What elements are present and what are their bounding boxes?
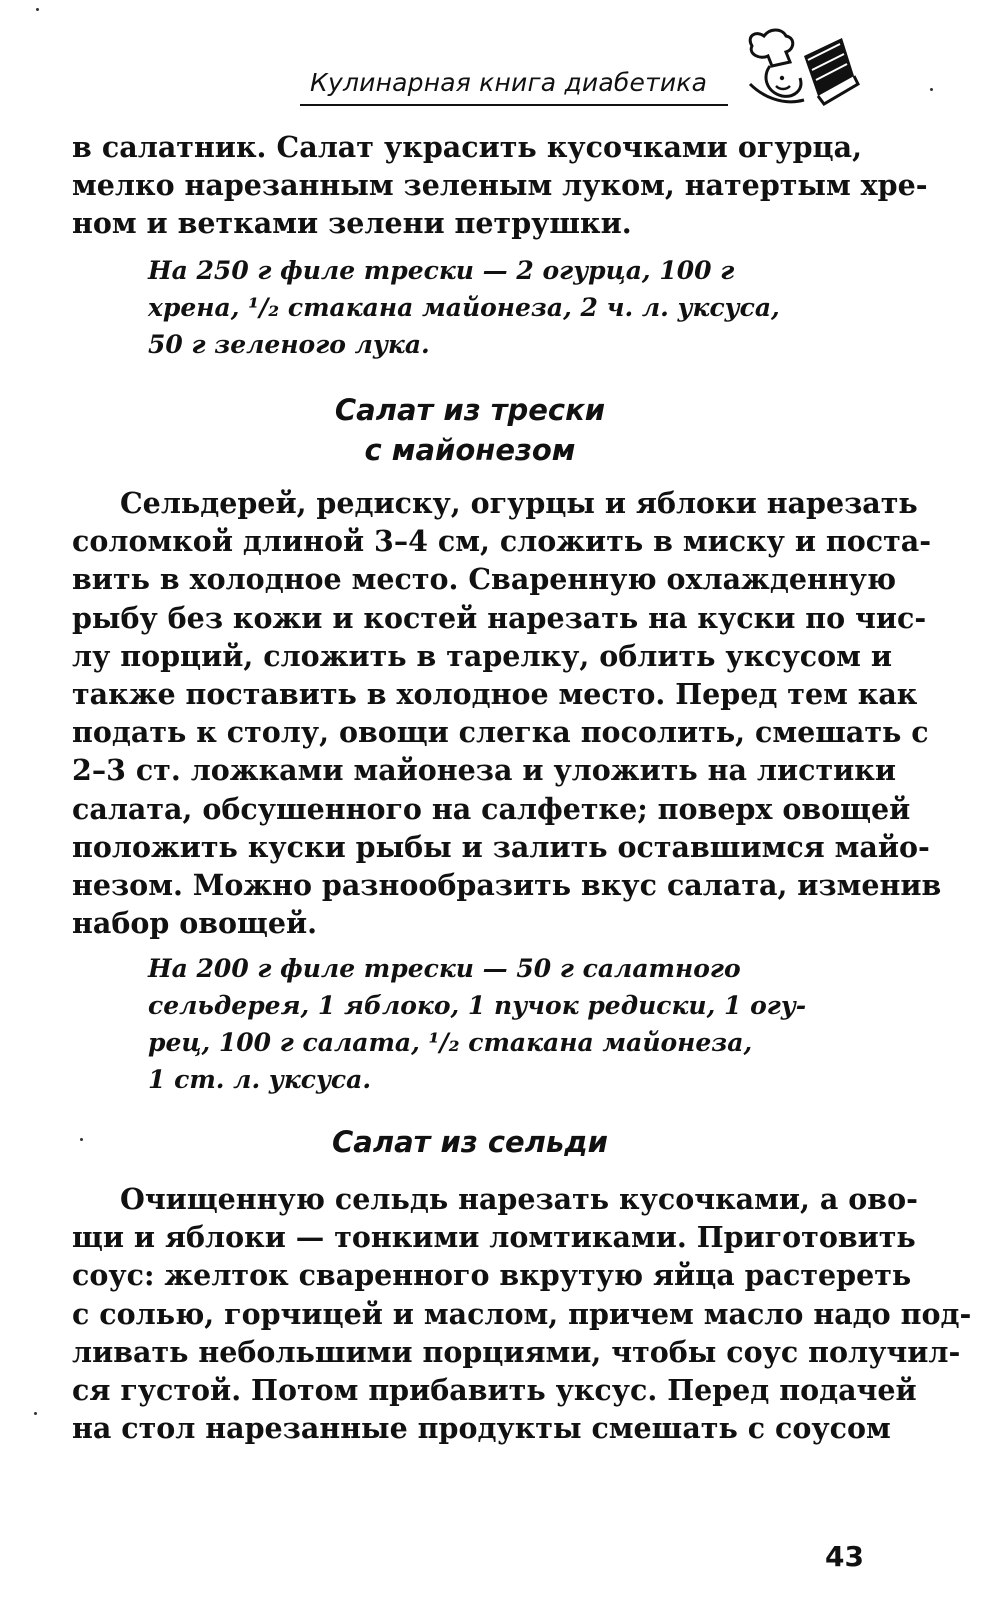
text-line: положить куски рыбы и залить оставшимся майо-	[72, 829, 930, 864]
text-line: набор овощей.	[72, 906, 318, 941]
text-line: ливать небольшими порциями, чтобы соус получил-	[72, 1334, 961, 1369]
text-line: Очищенную сельдь нарезать кусочками, а ово-	[120, 1182, 918, 1216]
continuation-paragraph	[72, 128, 928, 243]
ingredients-line: 50 г зеленого лука.	[148, 330, 430, 359]
ingredients-line: 1 ст. л. уксуса.	[148, 1065, 372, 1094]
ingredients-line: На 250 г филе трески — 2 огурца, 100 г	[148, 256, 735, 285]
ingredients-line: хрена, ¹/₂ стакана майонеза, 2 ч. л. уксуса,	[148, 293, 780, 322]
recipe-title-line: Салат из трески	[334, 393, 606, 427]
text-line: 2–3 ст. ложками майонеза и уложить на листики	[72, 753, 896, 788]
ingredients-line: На 200 г филе трески — 50 г салатного	[148, 954, 741, 983]
scan-speck	[930, 88, 933, 91]
text-line: мелко нарезанным зеленым луком, натертым хре-	[72, 168, 928, 203]
ingredients-block-2	[148, 950, 807, 1098]
scan-speck	[34, 1412, 37, 1415]
text-line: лу порций, сложить в тарелку, облить уксусом и	[72, 638, 892, 673]
text-line: вить в холодное место. Сваренную охлажденную	[72, 562, 897, 597]
text-line: соломкой длиной 3–4 см, сложить в миску и поста-	[72, 524, 932, 559]
text-line: с солью, горчицей и маслом, причем масло надо под-	[72, 1296, 972, 1331]
scan-speck	[80, 1138, 83, 1141]
ingredients-line: рец, 100 г салата, ¹/₂ стакана майонеза,	[148, 1028, 753, 1057]
text-line: щи и яблоки — тонкими ломтиками. Приготовить	[72, 1220, 916, 1255]
recipe-paragraph	[72, 484, 942, 942]
text-line: рыбу без кожи и костей нарезать на куски по чис-	[72, 600, 927, 635]
text-line: в салатник. Салат украсить кусочками огурца,	[72, 130, 862, 164]
text-line: подать к столу, овощи слегка посолить, смешать с	[72, 715, 929, 750]
text-line: также поставить в холодное место. Перед тем как	[72, 677, 918, 712]
scan-speck	[36, 8, 39, 11]
recipe-title-line: с майонезом	[364, 433, 576, 467]
text-line: на стол нарезанные продукты смешать с соусом	[72, 1411, 891, 1446]
ingredients-block-1	[148, 252, 788, 363]
text-line: соус: желток сваренного вкрутую яйца растереть	[72, 1258, 912, 1293]
header-rule	[300, 104, 728, 106]
ingredients-line: сельдерея, 1 яблоко, 1 пучок редиски, 1 огу-	[148, 991, 807, 1020]
text-line: Сельдерей, редиску, огурцы и яблоки нарезать	[120, 486, 918, 520]
text-line: незом. Можно разнообразить вкус салата, изменив	[72, 868, 942, 903]
text-line: ся густой. Потом прибавить уксус. Перед подачей	[72, 1373, 917, 1408]
recipe-title: Салат из сельди	[331, 1125, 608, 1159]
chef-logo-icon	[742, 26, 862, 110]
text-line: салата, обсушенного на салфетке; поверх овощей	[72, 791, 911, 826]
recipe-paragraph	[72, 1180, 972, 1447]
running-header: Кулинарная книга диабетика	[310, 68, 708, 97]
recipe-title	[0, 390, 940, 470]
page-number: 43	[825, 1540, 864, 1573]
text-line: ном и ветками зелени петрушки.	[72, 206, 632, 241]
